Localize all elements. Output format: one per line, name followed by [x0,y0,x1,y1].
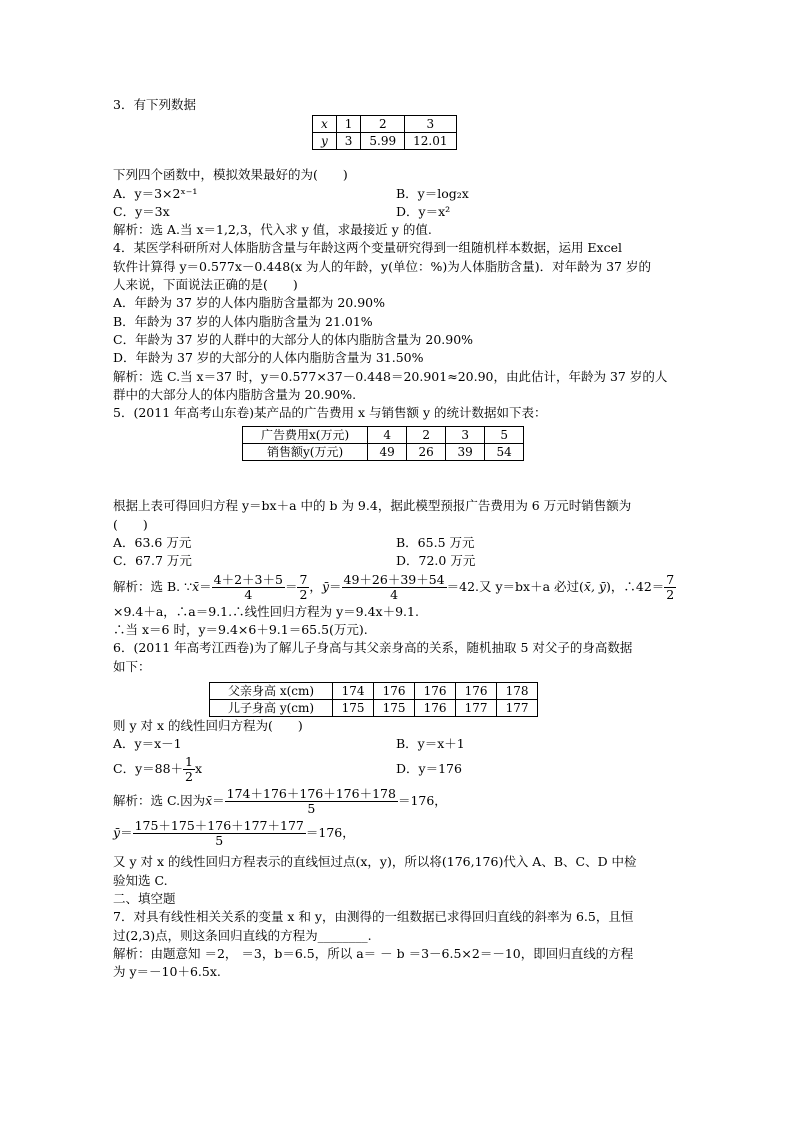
q6-option-a: A．y＝x－1 [113,736,182,752]
table-cell: 3 [446,427,485,444]
q5-answer-line2: ×9.4＋a，∴a＝9.1.∴线性回归方程为 y＝9.4x＋9.1. [113,603,419,619]
q3-title: 3．有下列数据 [113,97,196,112]
table-cell: 54 [485,444,524,461]
fraction: $\frac{1}{2}$ [185,754,193,785]
table-cell: 2 [361,116,405,133]
q6-line2: 如下： [113,658,151,674]
q4-answer-line1: 解析：选 C.当 x＝37 时，y＝0.577×37－0.448＝20.901≈20.90，由此估计，年龄为 37 岁的人 [113,368,668,384]
table-cell: 销售额y(万元) [243,444,368,461]
table-cell: x [313,116,337,133]
q5-option-d: D．72.0 万元 [396,553,476,569]
q7-line2: 过(2,3)点，则这条回归直线的方程为________. [113,927,372,943]
table-cell: 26 [407,444,446,461]
table-cell: 广告费用x(万元) [243,427,368,444]
x-bar: x̄ [192,578,200,594]
table-cell: 3 [405,116,456,133]
q5-stem: 5．(2011 年高考山东卷)某产品的广告费用 x 与销售额 y 的统计数据如下表： [113,405,547,421]
q4-line2: 软件计算得 y＝0.577x－0.448(x 为人的年龄，y(单位：%)为人体脂肪含量)．对年龄为 37 岁的 [113,258,651,274]
q5-options-ab [113,534,681,552]
table-cell: 177 [456,699,497,716]
table-cell: 176 [415,699,456,716]
fraction: $\frac{49+26+39+54}{4}$ [343,571,445,602]
fraction: $\frac{4+2+3+5}{4}$ [213,571,283,602]
q3-options-cd [113,203,681,221]
table-row [210,682,538,699]
q6-answer-line2: ȳ＝ $\frac{175+175+176+177+177}{5}$ ＝176， [113,818,355,849]
q6-line1: 6．(2011 年高考江西卷)为了解儿子身高与其父亲身高的关系，随机抽取 5 对父子的身高数据 [113,640,633,656]
table-row [313,116,457,133]
q5-option-a: A．63.6 万元 [113,535,192,551]
table-cell: 175 [333,699,374,716]
table-cell: 176 [456,682,497,699]
table-cell: 176 [415,682,456,699]
table-cell: y [313,133,337,150]
q4-line1: 4．某医学科研所对人体脂肪含量与年龄这两个变量研究得到一组随机样本数据，运用 Excel [113,240,622,256]
answer-text: 解析：选 B. ∵ [113,578,193,594]
fraction: $\frac{7}{2}$ [299,571,308,602]
q3-option-b: B．y＝log₂x [396,185,469,201]
table-cell: 174 [333,682,374,699]
q7-line1: 7．对具有线性相关关系的变量 x 和 y，由测得的一组数据已求得回归直线的斜率为 6.5，且恒 [113,909,634,925]
q5-line2: ( ) [113,516,148,532]
q6-option-d: D．y＝176 [396,761,462,777]
q6-options-cd [113,753,681,785]
table-cell: 2 [407,427,446,444]
table-cell: 5.99 [361,133,405,150]
q6-answer-line4: 验知选 C. [113,872,168,888]
q3-data-table [312,115,457,150]
q4-option-a: A．年龄为 37 岁的人体内脂肪含量都为 20.90% [113,295,386,311]
q6-option-c: C．y＝88＋ $\frac{1}{2}$ x [113,754,203,785]
q5-answer-line1: 解析：选 B. ∵x̄＝ $\frac{4+2+3+5}{4}$ ＝ $\frac{7}{2}$ ，ȳ＝ $\frac{49+26+39+54}{4}$ ＝42.又 y＝bx＋a 必过(x̄, ȳ)，∴42＝ $\frac{7}{2}$ [113,571,675,602]
y-bar: ȳ [321,578,329,594]
table-cell: 39 [446,444,485,461]
q6-stem: 则 y 对 x 的线性回归方程为( ) [113,717,303,733]
q3-option-c: C．y＝3x [113,203,170,219]
table-row [243,444,524,461]
fraction: $\frac{175+175+176+177+177}{5}$ [134,818,304,849]
table-cell: 176 [374,682,415,699]
q5-answer-line3: ∴当 x＝6 时，y＝9.4×6＋9.1＝65.5(万元). [113,621,368,637]
q4-option-b: B．年龄为 37 岁的人体内脂肪含量为 21.01% [113,313,373,329]
q6-answer-line3: 又 y 对 x 的线性回归方程表示的直线恒过点(x，y)，所以将(176,176)代入 A、B、C、D 中检 [113,854,637,870]
section-title: 二、填空题 [113,891,176,907]
table-cell: 175 [374,699,415,716]
q7-answer-line2: 为 y＝－10＋6.5x. [113,964,221,980]
q4-option-d: D．年龄为 37 岁的大部分的人体内脂肪含量为 31.50% [113,350,424,366]
document-page [113,96,681,982]
table-cell: 儿子身高 y(cm) [210,699,333,716]
table-cell: 177 [497,699,538,716]
table-cell: 父亲身高 x(cm) [210,682,333,699]
table-cell: 1 [336,116,361,133]
fraction: $\frac{174+176+176+176+178}{5}$ [226,786,396,817]
q6-data-table [209,682,538,717]
table-cell: 5 [485,427,524,444]
table-row [210,699,538,716]
equals: ＝ [199,578,212,594]
q3-option-d: D．y＝x² [396,203,451,219]
q3-options-ab [113,185,681,203]
table-row [313,133,457,150]
q3-option-a: A．y＝3×2ˣ⁻¹ [113,185,198,201]
table-cell: 4 [368,427,407,444]
q6-option-b: B．y＝x＋1 [396,736,465,752]
q4-option-c: C．年龄为 37 岁的人群中的大部分人的体内脂肪含量为 20.90% [113,331,474,347]
table-row [243,427,524,444]
table-cell: 178 [497,682,538,699]
table-cell: 12.01 [405,133,456,150]
q5-option-b: B．65.5 万元 [396,535,475,551]
q4-line3: 人来说，下面说法正确的是( ) [113,277,298,293]
q5-line1: 根据上表可得回归方程 y＝bx＋a 中的 b 为 9.4，据此模型预报广告费用为 6 万元时销售额为 [113,498,632,514]
q5-option-c: C．67.7 万元 [113,553,192,569]
fraction: $\frac{7}{2}$ [666,571,675,602]
q6-options-ab [113,735,681,753]
q5-data-table [242,426,524,461]
q6-answer-line1: 解析：选 C.因为x̄＝ $\frac{174+176+176+176+178}{5}$ ＝176， [113,786,447,817]
q3-stem: 下列四个函数中，模拟效果最好的为( ) [113,167,348,183]
q4-answer-line2: 群中的大部分人的体内脂肪含量为 20.90%. [113,386,357,402]
q5-options-cd [113,552,681,570]
q7-answer-line1: 解析：由题意知 ＝2， ＝3，b＝6.5，所以 a＝ － b ＝3－6.5×2＝－10，即回归直线的方程 [113,945,634,961]
table-cell: 3 [336,133,361,150]
q3-answer: 解析：选 A.当 x＝1,2,3，代入求 y 值，求最接近 y 的值. [113,222,432,238]
table-cell: 49 [368,444,407,461]
